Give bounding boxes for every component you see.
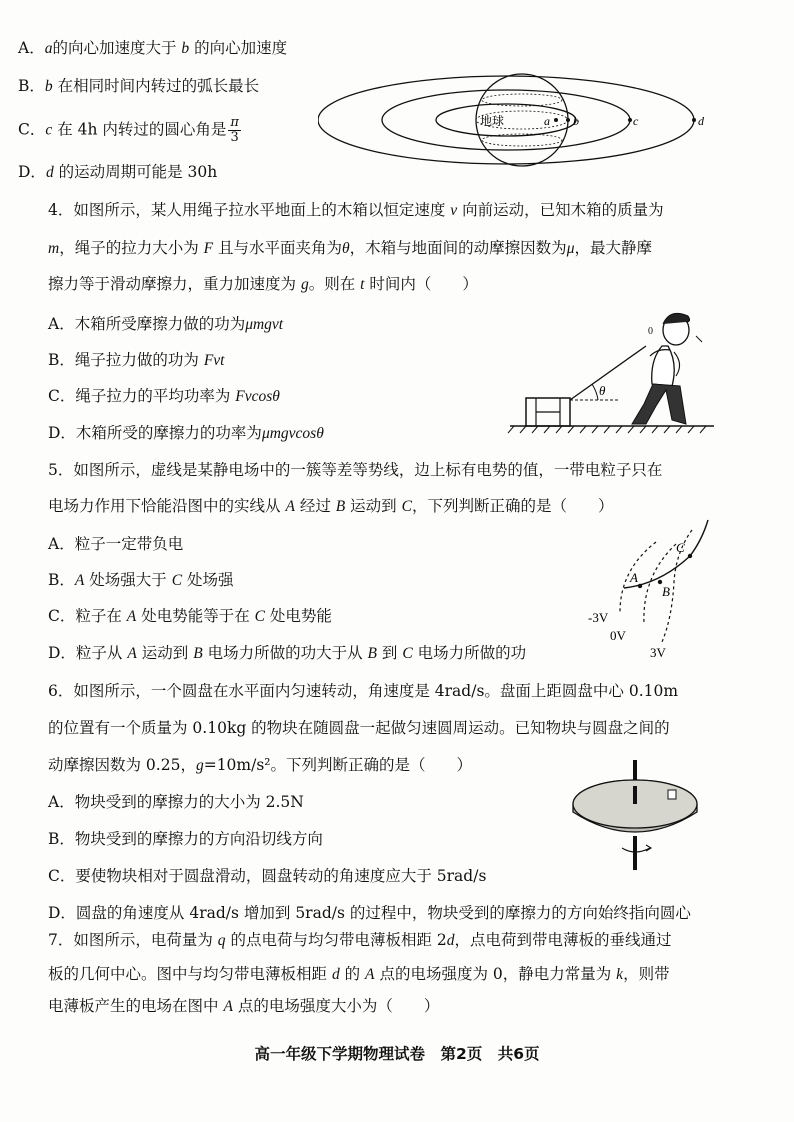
svg-text:0: 0 xyxy=(648,326,653,337)
angle-theta-label: θ xyxy=(599,383,606,398)
point-a-label: A xyxy=(630,570,638,585)
q5-option-b: B．A 处场强大于 C 处场强 xyxy=(48,571,234,589)
q3-option-c: C．c 在 4h 内转过的圆心角是 $\frac{\pi}{3}$ xyxy=(18,115,239,145)
q4-option-d: D．木箱所受的摩擦力的功率为μmgvcosθ xyxy=(48,424,324,442)
point-c-label: C xyxy=(676,540,685,555)
q3-option-d: D．d 的运动周期可能是 30h xyxy=(18,163,218,181)
page-footer: 高一年级下学期物理试卷 第2页 共6页 xyxy=(254,1045,540,1063)
potential-minus3-label: -3V xyxy=(588,610,609,625)
q4-option-a: A．木箱所受摩擦力做的功为μmgvt xyxy=(48,315,284,333)
q4-stem-line3: 擦力等于滑动摩擦力，重力加速度为 g。则在 t 时间内（ ） xyxy=(48,275,478,293)
q6-stem-line2: 的位置有一个质量为 0.10kg 的物块在随圆盘一起做匀速圆周运动。已知物块与圆盘之间的 xyxy=(48,719,670,737)
q4-option-b: B．绳子拉力做的功为 Fvt xyxy=(48,351,225,369)
equipotential-line-1 xyxy=(620,542,656,612)
q7-stem-line1: 7．如图所示，电荷量为 q 的点电荷与均匀带电薄板相距 2d，点电荷到带电薄板的垂线通过 xyxy=(48,931,672,949)
q5-stem-line2: 电场力作用下恰能沿图中的实线从 A 经过 B 运动到 C，下列判断正确的是（ ） xyxy=(48,497,614,515)
q6-stem-line3: 动摩擦因数为 0.25，g=10m/s²。下列判断正确的是（ ） xyxy=(48,756,473,774)
q5-option-c: C．粒子在 A 处电势能等于在 C 处电势能 xyxy=(48,607,332,625)
q4-option-c: C．绳子拉力的平均功率为 Fvcosθ xyxy=(48,387,280,405)
q6-option-c: C．要使物块相对于圆盘滑动，圆盘转动的角速度应大于 5rad/s xyxy=(48,867,487,885)
q5-option-a: A．粒子一定带负电 xyxy=(48,535,184,553)
q7-stem-line2: 板的几何中心。图中与均匀带电薄板相距 d 的 A 点的电场强度为 0，静电力常量为 k，则带 xyxy=(48,965,670,983)
rotating-disk-figure xyxy=(570,756,710,876)
sat-c-label: c xyxy=(633,114,639,128)
q3-option-a: A．a的向心加速度大于 b 的向心加速度 xyxy=(18,39,288,57)
rope xyxy=(570,346,646,400)
earth-label: 地球 xyxy=(480,114,505,128)
q6-option-a: A．物块受到的摩擦力的大小为 2.5N xyxy=(48,793,304,811)
sat-a-label: a xyxy=(544,114,550,128)
q4-stem-line2: m，绳子的拉力大小为 F 且与水平面夹角为θ，木箱与地面间的动摩擦因数为μ，最大静摩 xyxy=(48,239,652,257)
block xyxy=(668,790,676,799)
orbit-figure xyxy=(318,72,718,172)
sat-b-label: b xyxy=(573,114,579,128)
q5-option-d: D．粒子从 A 运动到 B 电场力所做的功大于从 B 到 C 电场力所做的功 xyxy=(48,644,527,662)
sat-d-label: d xyxy=(698,114,704,128)
potential-0-label: 0V xyxy=(610,628,626,643)
q3-option-b: B．b 在相同时间内转过的弧长最长 xyxy=(18,77,260,95)
q4-stem-line1: 4．如图所示，某人用绳子拉水平地面上的木箱以恒定速度 v 向前运动，已知木箱的质量为 xyxy=(48,201,664,219)
potential-3-label: 3V xyxy=(650,645,666,660)
q6-stem-line1: 6．如图所示，一个圆盘在水平面内匀速转动，角速度是 4rad/s。盘面上距圆盘中心 0.10m xyxy=(48,682,679,700)
equipotential-figure xyxy=(580,512,730,662)
pulling-box-figure xyxy=(500,300,720,440)
q7-stem-line3: 电薄板产生的电场在图中 A 点的电场强度大小为（ ） xyxy=(48,997,440,1015)
point-b-label: B xyxy=(662,584,670,599)
q6-option-d: D．圆盘的角速度从 4rad/s 增加到 5rad/s 的过程中，物块受到的摩擦力的方向始终指向圆心 xyxy=(48,904,691,922)
q6-option-b: B．物块受到的摩擦力的方向沿切线方向 xyxy=(48,830,323,848)
q5-stem-line1: 5．如图所示，虚线是某静电场中的一簇等差等势线，边上标有电势的值，一带电粒子只在 xyxy=(48,461,663,479)
